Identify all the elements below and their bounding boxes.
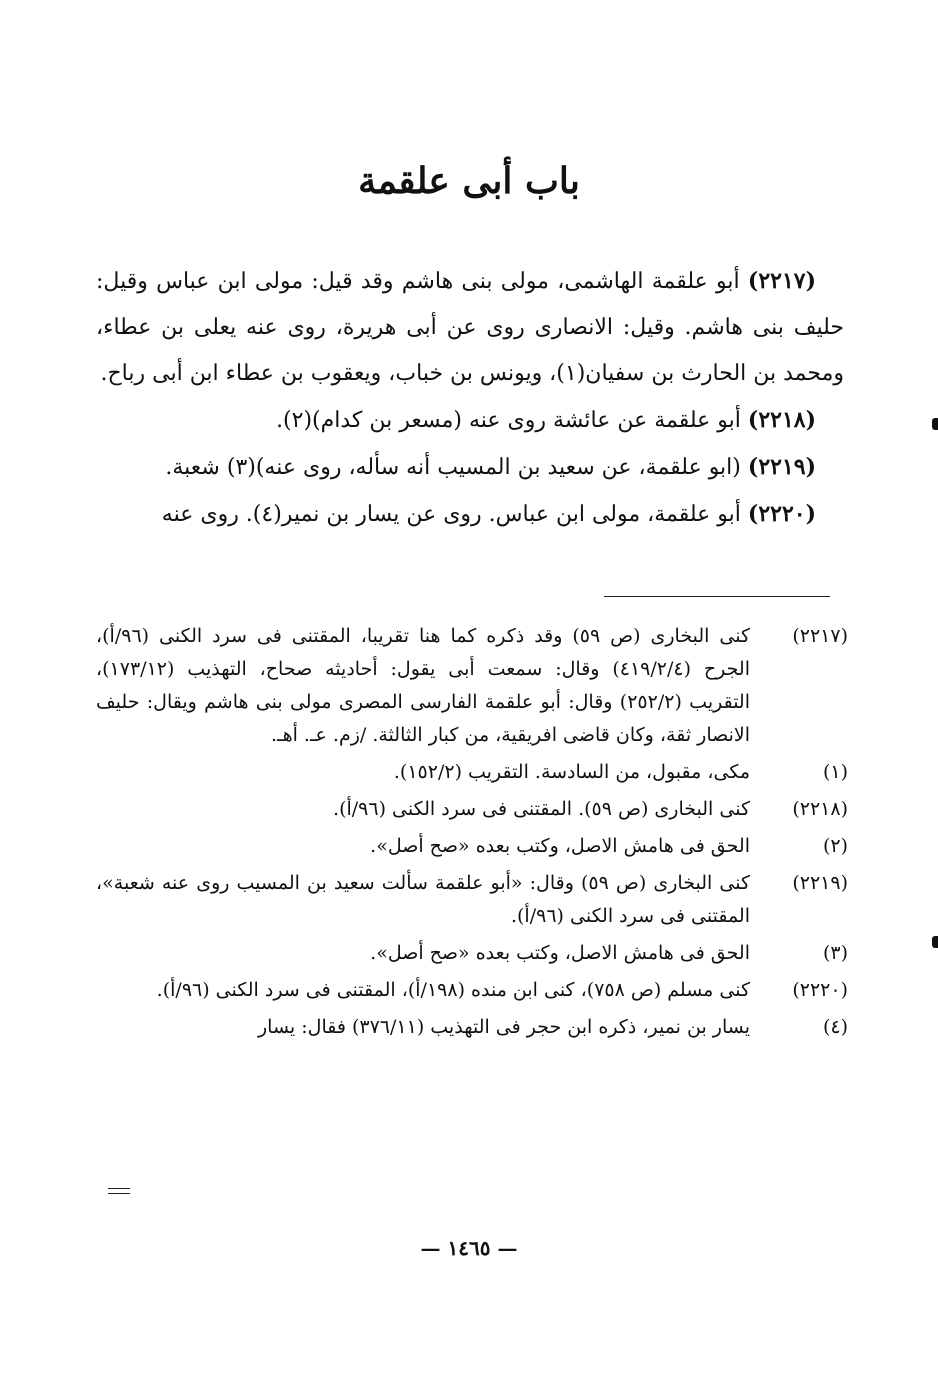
footnote-text: كنى مسلم (ص ٧٥٨)، كنى ابن منده (١٩٨/أ)، المقتنى فى سرد الكنى (٩٦/أ).	[156, 979, 750, 1001]
footnote-label: (٢٢١٨)	[792, 798, 848, 820]
entry-number: (٢٢١٩)	[747, 454, 816, 480]
footnote-item	[96, 867, 848, 933]
footnote-label: (٢٢١٩)	[792, 872, 848, 894]
footnotes	[96, 620, 848, 1048]
main-text	[96, 258, 844, 538]
footnote-text: الحق فى هامش الاصل، وكتب بعده «صح أصل».	[370, 835, 750, 857]
entry-2218	[96, 397, 844, 444]
footnote-item	[96, 974, 848, 1007]
page-title: باب أبى علقمة	[358, 160, 580, 202]
footnote-item	[96, 830, 848, 863]
footnote-label: (٢)	[822, 835, 848, 857]
margin-mark	[932, 936, 938, 948]
footnote-item	[96, 1011, 848, 1044]
entry-text: أبو علقمة الهاشمى، مولى بنى هاشم وقد قيل: مولى ابن عباس وقيل: حليف بنى هاشم. وقيل: الانصارى روى عن أبى هريرة، روى عنه يعلى بن عطاء، ومحمد بن الحارث بن سفيان(١)، ويونس بن خباب، ويعقوب بن عطاء ابن أبى رباح.	[96, 269, 844, 386]
margin-mark	[932, 418, 938, 430]
footnote-label: (٣)	[822, 942, 848, 964]
footnote-divider	[604, 596, 830, 597]
footnote-text: كنى البخارى (ص ٥٩) وقال: «أبو علقمة سألت سعيد بن المسيب روى عنه شعبة»، المقتنى فى سرد الكنى (٩٦/أ).	[96, 872, 750, 927]
entry-text: أبو علقمة عن عائشة روى عنه (مسعر بن كدام)(٢).	[276, 408, 741, 433]
footnote-label: (١)	[822, 761, 848, 783]
entry-number: (٢٢١٧)	[747, 268, 817, 294]
footnote-text: الحق فى هامش الاصل، وكتب بعده «صح أصل».	[370, 942, 750, 964]
footnote-text: مكى، مقبول، من السادسة. التقريب (١٥٢/٢).	[393, 761, 750, 783]
footnote-label: (٢٢١٧)	[792, 625, 848, 647]
footnote-label: (٢٢٢٠)	[792, 979, 848, 1001]
continuation-line	[108, 1188, 130, 1189]
footnote-label: (٤)	[822, 1016, 848, 1038]
continuation-line	[108, 1193, 130, 1194]
footnote-item	[96, 793, 848, 826]
page-number: — ١٤٦٥ —	[420, 1236, 518, 1260]
footnote-item	[96, 937, 848, 970]
footnote-item	[96, 756, 848, 789]
continuation-mark	[108, 1188, 130, 1198]
entry-2219	[96, 444, 844, 491]
footnote-text: كنى البخارى (ص ٥٩). المقتنى فى سرد الكنى (٩٦/أ).	[333, 798, 750, 820]
footnote-item	[96, 620, 848, 752]
footnote-text: كنى البخارى (ص ٥٩) وقد ذكره كما هنا تقريبا، المقتنى فى سرد الكنى (٩٦/أ)، الجرح (٤١٩/٢/٤) وقال: سمعت أبى يقول: أحاديثه صحاح، التهذيب (١٧٣/١٢)، التقريب (٢٥٢/٢) وقال: أبو علقمة الفارسى المصرى مولى بنى هاشم ويقال: حليف الانصار ثقة، وكان قاضى افريقية، من كبار الثالثة. /زم. عـ. أهـ.	[96, 625, 751, 746]
entry-2220	[96, 491, 844, 538]
entry-number: (٢٢١٨)	[747, 407, 816, 433]
entry-number: (٢٢٢٠)	[747, 501, 816, 527]
footnote-text: يسار بن نمير، ذكره ابن حجر فى التهذيب (٣٧٦/١١) فقال: يسار	[258, 1016, 750, 1038]
entry-text: (ابو علقمة، عن سعيد بن المسيب أنه سأله، روى عنه)(٣) شعبة.	[165, 455, 741, 480]
entry-text: أبو علقمة، مولى ابن عباس. روى عن يسار بن نمير(٤). روى عنه	[161, 502, 741, 527]
entry-2217	[96, 258, 844, 397]
